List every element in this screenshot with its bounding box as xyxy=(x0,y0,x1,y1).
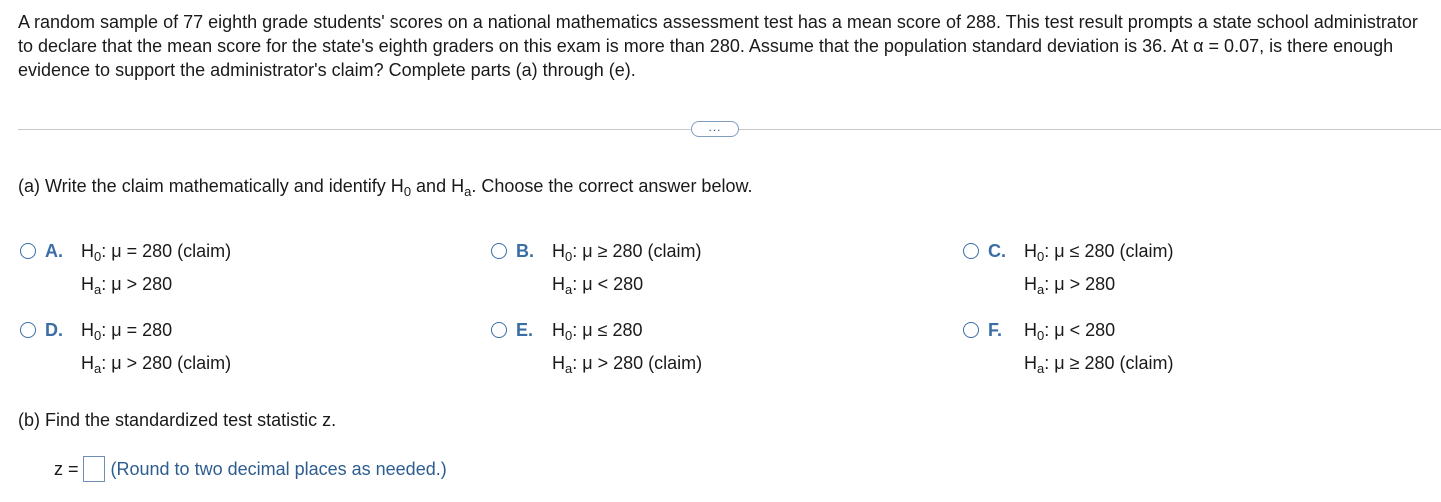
choice-letter: B. xyxy=(516,241,534,261)
radio-button-c[interactable] xyxy=(963,243,979,259)
null-hypothesis: $H_0$: μ ≥ 280 (claim) xyxy=(552,241,702,264)
alternative-hypothesis: $H_a$: μ > 280 (claim) xyxy=(552,353,703,376)
choice-letter: A. xyxy=(45,241,63,261)
rounding-hint: (Round to two decimal places as needed.) xyxy=(110,458,447,479)
null-hypothesis: $H_0$: μ = 280 xyxy=(81,320,173,343)
z-answer-row xyxy=(54,456,447,482)
more-options-button[interactable] xyxy=(691,121,739,137)
part-b-prompt: (b) Find the standardized test statistic z. xyxy=(18,410,337,430)
alternative-hypothesis: $H_a$: μ > 280 xyxy=(1024,274,1116,297)
z-answer-input[interactable] xyxy=(83,456,105,482)
choice-e[interactable] xyxy=(491,318,702,384)
choice-b[interactable] xyxy=(491,239,702,305)
choice-letter: E. xyxy=(516,320,534,340)
z-label: z = xyxy=(54,458,79,479)
part-a-prompt: (a) Write the claim mathematically and identify $H_0$ and $H_a$. Choose the correct answer below. xyxy=(18,176,753,199)
ellipsis-icon: ... xyxy=(708,120,722,134)
choice-letter: D. xyxy=(45,320,63,340)
radio-button-f[interactable] xyxy=(963,322,979,338)
alternative-hypothesis: $H_a$: μ ≥ 280 (claim) xyxy=(1024,353,1174,376)
radio-button-b[interactable] xyxy=(491,243,507,259)
choice-f[interactable] xyxy=(963,318,1174,384)
radio-button-a[interactable] xyxy=(20,243,36,259)
null-hypothesis: $H_0$: μ ≤ 280 (claim) xyxy=(1024,241,1174,264)
choice-d[interactable] xyxy=(20,318,231,384)
null-hypothesis: $H_0$: μ = 280 (claim) xyxy=(81,241,232,264)
choice-c[interactable] xyxy=(963,239,1174,305)
choice-letter: F. xyxy=(988,320,1003,340)
alternative-hypothesis: $H_a$: μ > 280 xyxy=(81,274,173,297)
alternative-hypothesis: $H_a$: μ > 280 (claim) xyxy=(81,353,232,376)
problem-statement: A random sample of 77 eighth grade students' scores on a national mathematics assessment test has a mean score of 288. This test result prompts a state school administrator to declare that the mean score for the state's eighth graders on this exam is more than 280. Assume that the population standard deviation is 36. At α = 0.07, is there enough evidence to support the administrator's claim? Complete parts (a) through (e). xyxy=(18,12,1418,80)
alternative-hypothesis: $H_a$: μ < 280 xyxy=(552,274,644,297)
null-hypothesis: $H_0$: μ < 280 xyxy=(1024,320,1116,343)
radio-button-d[interactable] xyxy=(20,322,36,338)
null-hypothesis: $H_0$: μ ≤ 280 xyxy=(552,320,643,343)
radio-button-e[interactable] xyxy=(491,322,507,338)
choice-a[interactable] xyxy=(20,239,231,305)
choice-letter: C. xyxy=(988,241,1006,261)
